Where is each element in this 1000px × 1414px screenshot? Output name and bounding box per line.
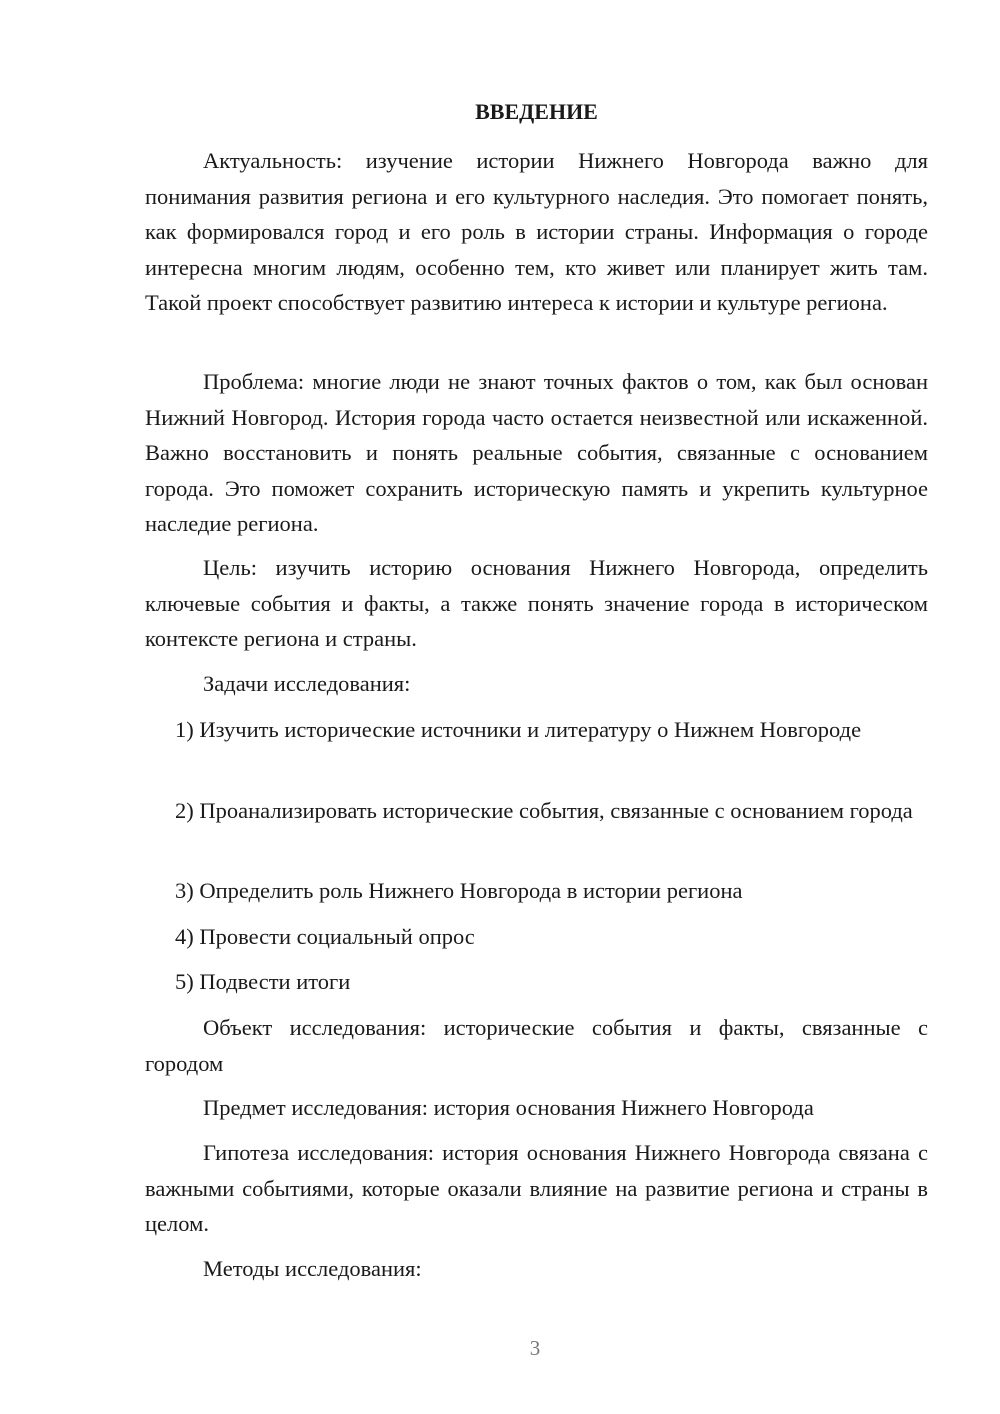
task-item-4: 4) Провести социальный опрос (175, 924, 475, 949)
methods-heading: Методы исследования: (203, 1256, 422, 1281)
task-item-5: 5) Подвести итоги (175, 969, 351, 994)
relevance-paragraph: Актуальность: изучение истории Нижнего Новгорода важно для понимания развития региона и его культурного наследия. Это помогает понять, как формировался город и его роль в истории страны. Информация о городе интересна многим людям, особенно тем, кто живет или планирует жить там. Такой проект способствует развитию интереса к истории и культуре региона. (145, 148, 928, 315)
hypothesis-paragraph: Гипотеза исследования: история основания Нижнего Новгорода связана с важными событиями, которые оказали влияние на развитие региона и страны в целом. (145, 1140, 928, 1236)
task-item-2: 2) Проанализировать исторические события, связанные с основанием города (175, 798, 913, 823)
goal-paragraph: Цель: изучить историю основания Нижнего Новгорода, определить ключевые события и факты, а также понять значение города в историческом контексте региона и страны. (145, 555, 928, 651)
tasks-heading: Задачи исследования: (203, 671, 411, 696)
object-paragraph: Объект исследования: исторические события и факты, связанные с городом (145, 1015, 928, 1076)
task-item-1: 1) Изучить исторические источники и литературу о Нижнем Новгороде (175, 717, 862, 742)
subject-paragraph: Предмет исследования: история основания Нижнего Новгорода (203, 1095, 814, 1120)
task-item-3: 3) Определить роль Нижнего Новгорода в истории региона (175, 878, 743, 903)
problem-paragraph: Проблема: многие люди не знают точных фактов о том, как был основан Нижний Новгород. История города часто остается неизвестной или искаженной. Важно восстановить и понять реальные события, связанные с основанием города. Это поможет сохранить историческую память и укрепить культурное наследие региона. (145, 369, 928, 536)
page-title: ВВЕДЕНИЕ (475, 99, 598, 124)
page-number: 3 (529, 1336, 541, 1360)
